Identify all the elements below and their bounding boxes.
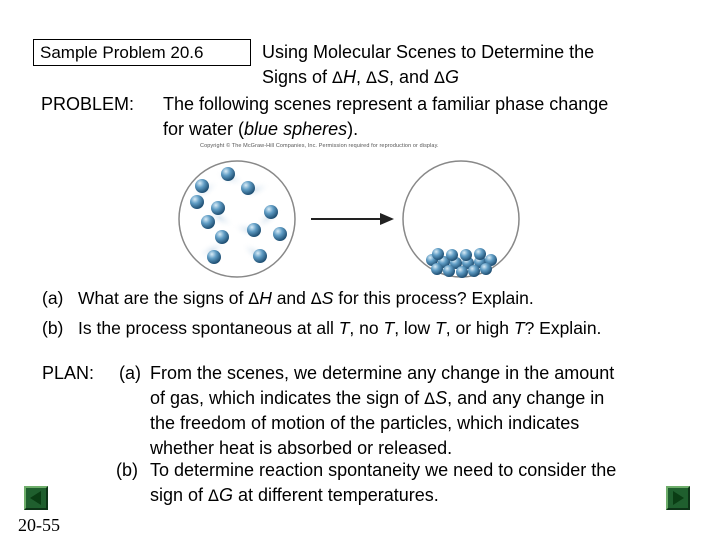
water-molecule: [443, 265, 455, 277]
water-molecule: [247, 223, 261, 237]
water-molecule: [211, 201, 225, 215]
process-arrow: [311, 213, 394, 225]
problem-statement: The following scenes represent a familiar phase change for water (blue spheres).: [163, 94, 609, 139]
triangle-right-icon: [668, 488, 688, 508]
water-molecule: [432, 248, 444, 260]
plan-b-label: (b): [116, 460, 138, 480]
water-molecule: [480, 263, 492, 275]
water-molecule: [431, 263, 443, 275]
previous-slide-button[interactable]: [24, 486, 48, 510]
water-molecule: [264, 205, 278, 219]
water-molecule: [468, 265, 480, 277]
problem-label: PROBLEM:: [41, 94, 135, 114]
slide-title: [262, 40, 594, 90]
phase-change-figure: [170, 150, 530, 280]
gas-phase-scene: [179, 161, 295, 277]
water-molecule: [474, 248, 486, 260]
plan-a-text: From the scenes, we determine any change in the amount of gas, which indicates the sign of ΔS, and any change in the freedom of motion of the particles, which indicates whether heat is absorbed or released.: [150, 363, 615, 458]
water-molecule: [221, 167, 235, 181]
water-molecule: [195, 179, 209, 193]
water-molecule: [273, 227, 287, 241]
title-line-2: Signs of ΔH, ΔS, and ΔG: [262, 67, 459, 87]
triangle-left-icon: [26, 488, 46, 508]
plan-a-label: (a): [119, 363, 141, 383]
sample-problem-label: Sample Problem 20.6: [33, 39, 251, 66]
copyright-notice: Copyright © The McGraw-Hill Companies, Inc. Permission required for reproduction or display.: [200, 143, 439, 149]
title-line-1: Using Molecular Scenes to Determine the: [262, 42, 595, 62]
water-molecule: [241, 181, 255, 195]
water-molecule: [201, 215, 215, 229]
liquid-phase-scene: [403, 161, 519, 278]
water-molecule: [215, 230, 229, 244]
question-b: (b) Is the process spontaneous at all T, no T, low T, or high T? Explain.: [42, 318, 602, 338]
plan-b-text: To determine reaction spontaneity we need to consider the sign of ΔG at different temperatures.: [150, 460, 617, 505]
water-molecule: [446, 249, 458, 261]
question-a: (a) What are the signs of ΔH and ΔS for this process? Explain.: [42, 288, 534, 308]
next-slide-button[interactable]: [666, 486, 690, 510]
water-molecule: [190, 195, 204, 209]
slide-number: 20-55: [18, 515, 60, 535]
plan-label: PLAN:: [42, 363, 95, 383]
water-molecule: [460, 249, 472, 261]
water-molecule: [253, 249, 267, 263]
water-molecule: [207, 250, 221, 264]
water-molecule: [456, 266, 468, 278]
